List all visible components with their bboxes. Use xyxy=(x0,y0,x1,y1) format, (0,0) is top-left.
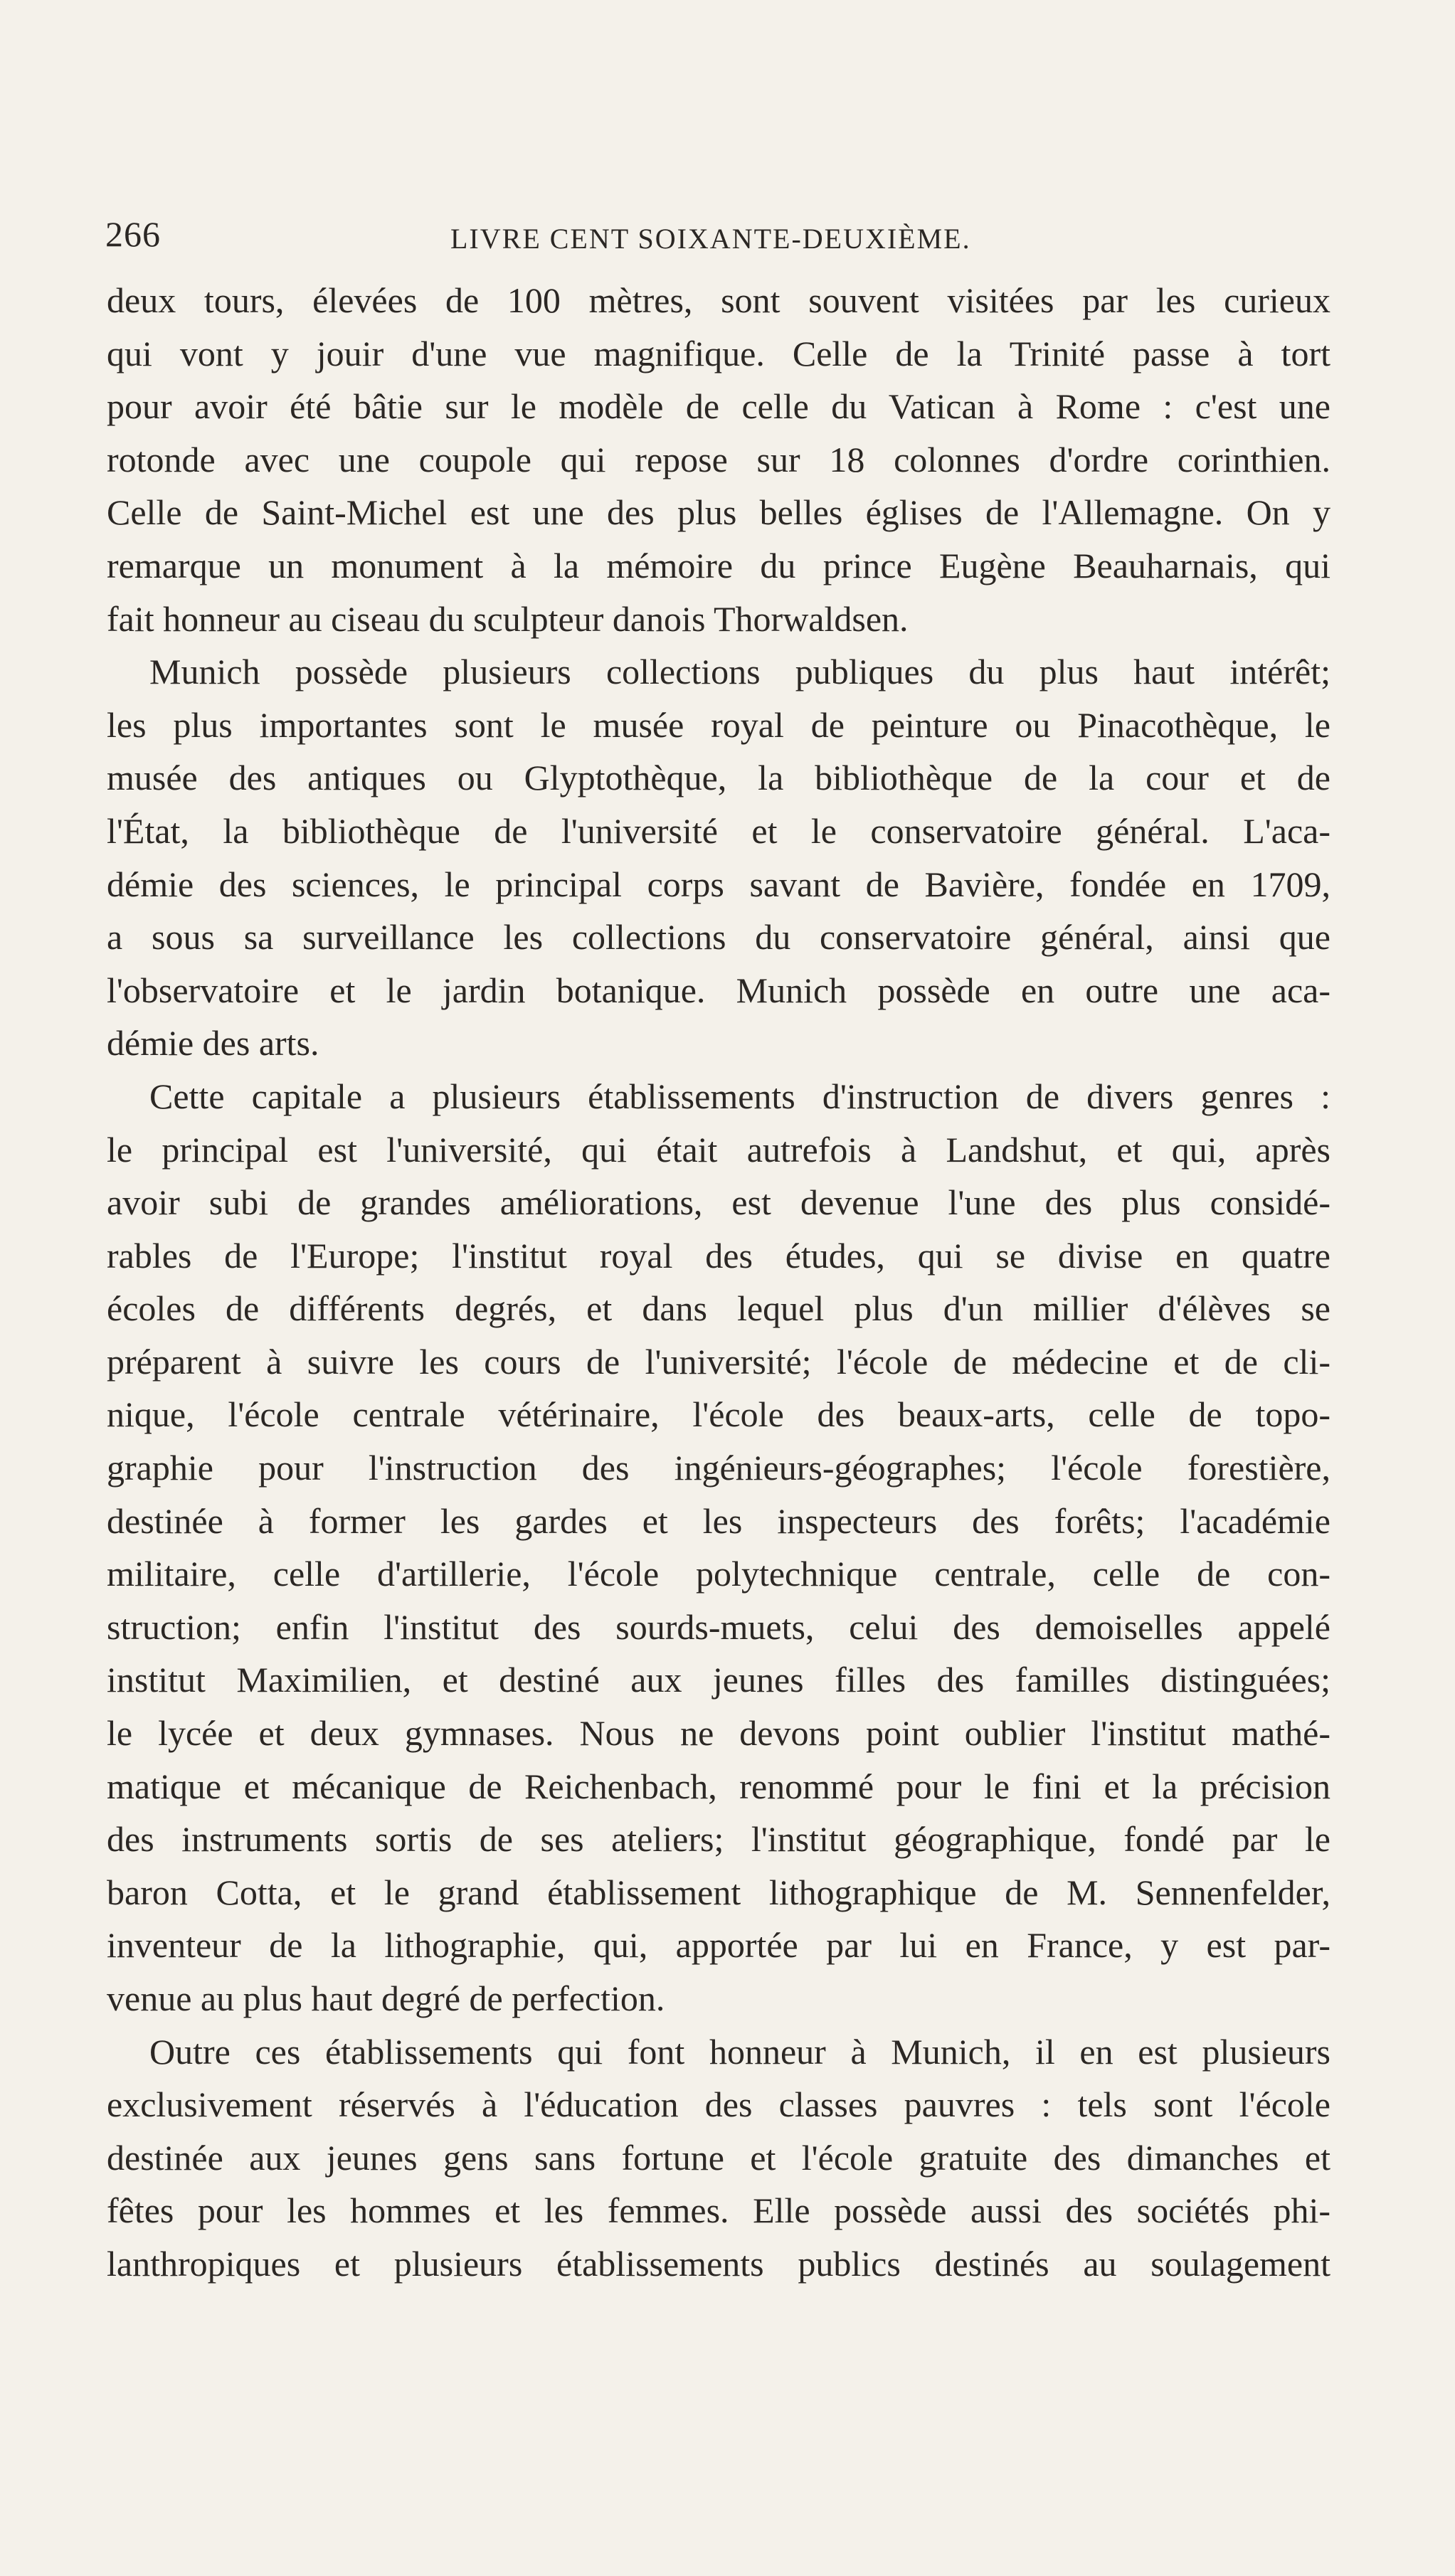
text-line: fait honneur au ciseau du sculpteur danois Thorwaldsen. xyxy=(107,598,909,639)
running-title: LIVRE CENT SOIXANTE-DEUXIÈME. xyxy=(450,223,971,255)
text-line: les plus importantes sont le musée royal de peinture ou Pinacothèque, le xyxy=(107,704,1330,745)
text-line: démie des sciences, le principal corps savant de Bavière, fondée en 1709, xyxy=(107,864,1330,904)
text-line: remarque un monument à la mémoire du prince Eugène Beauharnais, qui xyxy=(107,545,1330,585)
text-line: pour avoir été bâtie sur le modèle de celle du Vatican à Rome : c'est une xyxy=(107,386,1330,427)
text-line: graphie pour l'instruction des ingénieurs-géographes; l'école forestière, xyxy=(107,1448,1330,1488)
text-line: destinée à former les gardes et les inspecteurs des forêts; l'académie xyxy=(107,1500,1330,1541)
text-line: militaire, celle d'artillerie, l'école polytechnique centrale, celle de con- xyxy=(107,1554,1330,1594)
text-line: Cette capitale a plusieurs établissements d'instruction de divers genres : xyxy=(149,1076,1330,1116)
text-line: des instruments sortis de ses ateliers; l'institut géographique, fondé par le xyxy=(107,1819,1330,1860)
text-line: matique et mécanique de Reichenbach, renommé pour le fini et la précision xyxy=(107,1766,1330,1806)
text-line: écoles de différents degrés, et dans lequel plus d'un millier d'élèves se xyxy=(107,1288,1330,1329)
text-line: Outre ces établissements qui font honneur à Munich, il en est plusieurs xyxy=(149,2031,1330,2072)
text-line: baron Cotta, et le grand établissement lithographique de M. Sennenfelder, xyxy=(107,1872,1330,1912)
text-line: l'observatoire et le jardin botanique. Munich possède en outre une aca- xyxy=(107,970,1330,1010)
text-line: l'État, la bibliothèque de l'université et le conservatoire général. L'aca- xyxy=(107,810,1330,851)
text-line: venue au plus haut degré de perfection. xyxy=(107,1978,665,2018)
body-text xyxy=(107,274,1330,2291)
text-line: musée des antiques ou Glyptothèque, la bibliothèque de la cour et de xyxy=(107,758,1330,798)
text-line: exclusivement réservés à l'éducation des classes pauvres : tels sont l'école xyxy=(107,2084,1330,2125)
text-line: rables de l'Europe; l'institut royal des études, qui se divise en quatre xyxy=(107,1235,1330,1276)
text-line: institut Maximilien, et destiné aux jeunes filles des familles distinguées; xyxy=(107,1660,1330,1700)
text-line: démie des arts. xyxy=(107,1023,319,1064)
page-number: 266 xyxy=(105,214,161,254)
page-header xyxy=(105,206,1329,256)
text-line: rotonde avec une coupole qui repose sur 18 colonnes d'ordre corinthien. xyxy=(107,439,1330,479)
text-line: inventeur de la lithographie, qui, apportée par lui en France, y est par- xyxy=(107,1925,1330,1966)
text-line: le principal est l'université, qui était autrefois à Landshut, et qui, après xyxy=(107,1129,1330,1170)
text-line: struction; enfin l'institut des sourds-muets, celui des demoiselles appelé xyxy=(107,1606,1330,1647)
text-line: a sous sa surveillance les collections du conservatoire général, ainsi que xyxy=(107,917,1330,958)
text-line: lanthropiques et plusieurs établissements publics destinés au soulagement xyxy=(107,2243,1330,2284)
text-line: fêtes pour les hommes et les femmes. Elle possède aussi des sociétés phi- xyxy=(107,2190,1330,2231)
text-line: préparent à suivre les cours de l'université; l'école de médecine et de cli- xyxy=(107,1341,1330,1382)
text-line: avoir subi de grandes améliorations, est devenue l'une des plus considé- xyxy=(107,1182,1330,1223)
text-line: Munich possède plusieurs collections publiques du plus haut intérêt; xyxy=(149,652,1330,692)
text-line: destinée aux jeunes gens sans fortune et l'école gratuite des dimanches et xyxy=(107,2137,1330,2178)
text-line: Celle de Saint-Michel est une des plus belles églises de l'Allemagne. On y xyxy=(107,492,1330,533)
text-line: qui vont y jouir d'une vue magnifique. Celle de la Trinité passe à tort xyxy=(107,333,1330,373)
text-line: deux tours, élevées de 100 mètres, sont souvent visitées par les curieux xyxy=(107,280,1330,320)
text-line: nique, l'école centrale vétérinaire, l'école des beaux-arts, celle de topo- xyxy=(107,1394,1330,1435)
text-line: le lycée et deux gymnases. Nous ne devons point oublier l'institut mathé- xyxy=(107,1713,1330,1754)
